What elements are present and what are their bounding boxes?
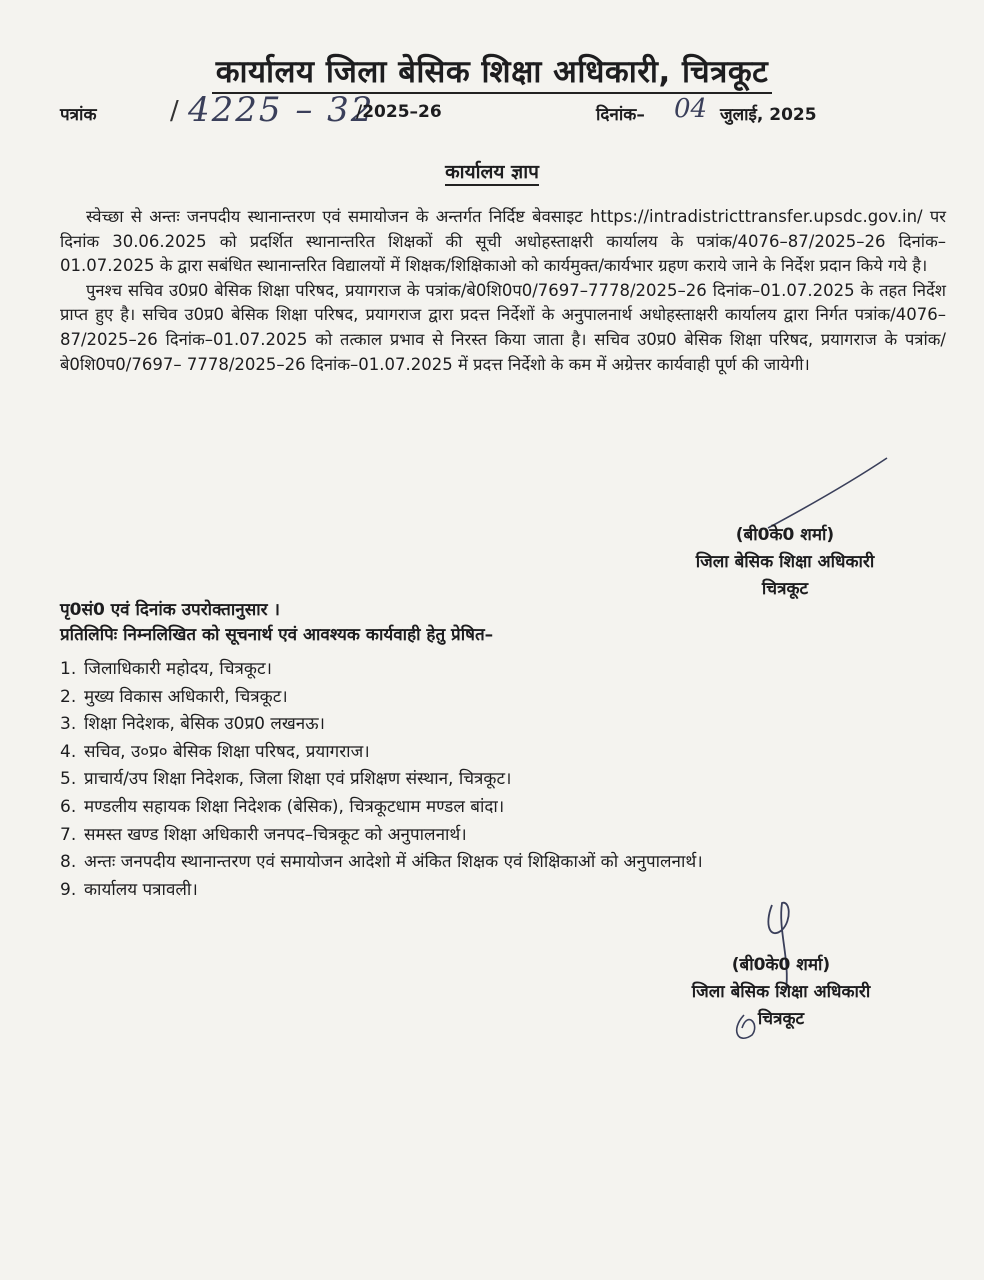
list-item: 8. अन्तः जनपदीय स्थानान्तरण एवं समायोजन आदेशो में अंकित शिक्षक एवं शिक्षिकाओं को अनुपालनार्थ।	[60, 852, 703, 873]
list-item: 7. समस्त खण्ड शिक्षा अधिकारी जनपद–चित्रकूट को अनुपालनार्थ।	[60, 824, 467, 845]
signatory-name: (बी0के0 शर्मा)	[735, 525, 835, 545]
list-item: 1. जिलाधिकारी महोदय, चित्रकूट।	[60, 659, 272, 679]
date-day-handwritten: 04	[674, 94, 708, 124]
body-paragraph-1: स्वेच्छा से अन्तः जनपदीय स्थानान्तरण एवं समायोजन के अन्तर्गत निर्दिष्ट बेवसाइट https://intradistricttransfer.upsdc.gov.in/ पर दिनांक 30.06.2025 को प्रदर्शित स्थानान्तरित शिक्षकों की सूची अधोहस्ताक्षरी कार्यालय के पत्रांक/4076–87/2025–26 दिनांक–01.07.2025 के द्वारा सबंधित स्थानान्तरित विद्यालयों में शिक्षक/शिक्षिकाओ को कार्यमुक्त/कार्यभार ग्रहण कराये जाने के निर्देश प्रदान किये गये है।	[60, 207, 946, 276]
signatory-designation: जिला बेसिक शिक्षा अधिकारी	[695, 552, 875, 572]
date-month-year: जुलाई, 2025	[720, 105, 817, 125]
signatory-place: चित्रकूट	[761, 579, 809, 599]
signatory-designation: जिला बेसिक शिक्षा अधिकारी	[691, 982, 871, 1002]
memo-subject-text: कार्यालय ज्ञाप	[445, 161, 539, 186]
list-item: 4. सचिव, उ०प्र० बेसिक शिक्षा परिषद, प्रयागराज।	[60, 741, 370, 762]
office-title-text: कार्यालय जिला बेसिक शिक्षा अधिकारी, चित्रकूट	[212, 54, 773, 94]
list-item: 6. मण्डलीय सहायक शिक्षा निदेशक (बेसिक), चित्रकूटधाम मण्डल बांदा।	[60, 796, 505, 817]
signature-block-2	[636, 952, 926, 1033]
list-item: 5. प्राचार्य/उप शिक्षा निदेशक, जिला शिक्षा एवं प्रशिक्षण संस्थान, चित्रकूट।	[60, 769, 512, 790]
body-paragraph-2: पुनश्च सचिव उ0प्र0 बेसिक शिक्षा परिषद, प्रयागराज के पत्रांक/बे0शि0प0/7697–7778/2025–26 दिनांक–01.07.2025 के तहत निर्देश प्राप्त हुए है। सचिव उ0प्र0 बेसिक शिक्षा परिषद, प्रयागराज द्वारा प्रदत्त निर्देशों के अनुपालनार्थ अधोहस्ताक्षरी कार्यालय द्वारा निर्गत पत्रांक/4076–87/2025–26 दिनांक–01.07.2025 को तत्काल प्रभाव से निरस्त किया जाता है। सचिव उ0प्र0 बेसिक शिक्षा परिषद, प्रयागराज के पत्रांक/बे0शि0प0/7697– 7778/2025–26 दिनांक–01.07.2025 में प्रदत्त निर्देशो के कम में अग्रेत्तर कार्यवाही पूर्ण की जायेगी।	[60, 280, 946, 374]
copy-ref-line: पृ0सं0 एवं दिनांक उपरोक्तानुसार ।	[60, 600, 280, 620]
copy-heading: प्रतिलिपिः निम्नलिखित को सूचनार्थ एवं आवश्यक कार्यवाही हेतु प्रेषित–	[60, 625, 494, 645]
ref-label: पत्रांक	[60, 105, 97, 125]
ref-year: /2025–26	[356, 102, 442, 122]
list-item: 3. शिक्षा निदेशक, बेसिक उ0प्र0 लखनऊ।	[60, 714, 325, 735]
signatory-name: (बी0के0 शर्मा)	[731, 955, 831, 975]
list-item: 2. मुख्य विकास अधिकारी, चित्रकूट।	[60, 686, 288, 707]
ref-slash: /	[170, 96, 179, 126]
date-label: दिनांक–	[596, 105, 645, 125]
list-item: 9. कार्यालय पत्रावली।	[60, 879, 198, 900]
ref-number-handwritten: 4225 – 32	[188, 90, 375, 130]
signatory-place: चित्रकूट	[757, 1009, 805, 1029]
